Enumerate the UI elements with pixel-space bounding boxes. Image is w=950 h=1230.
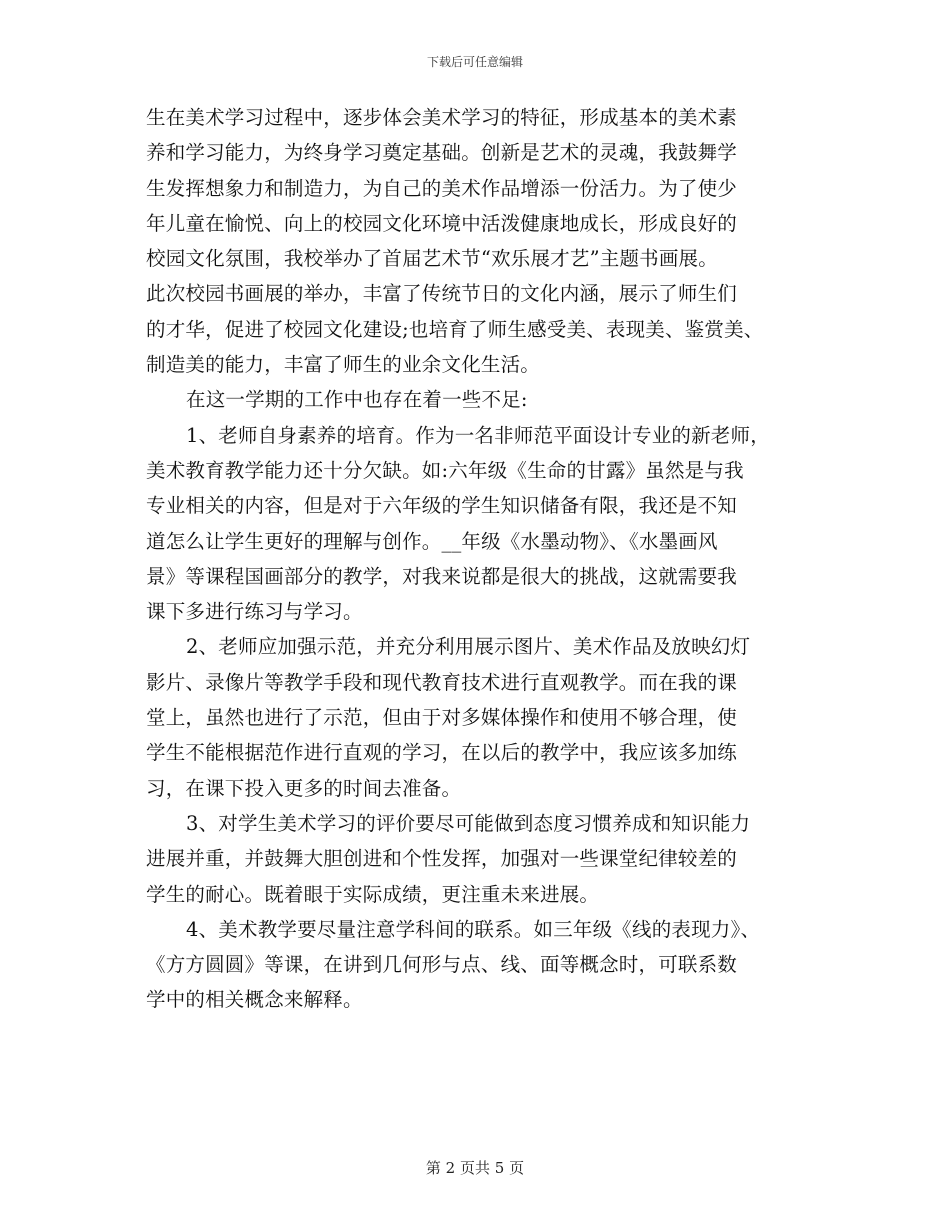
paragraph-start-line: 4、美术教学要尽量注意学科间的联系。如三年级《线的表现力》、	[186, 917, 761, 941]
body-line: 堂上，虽然也进行了示范，但由于对多媒体操作和使用不够合理，使	[146, 706, 738, 730]
body-line: 生发挥想象力和制造力，为自己的美术作品增添一份活力。为了使少	[146, 176, 738, 200]
body-line: 影片、录像片等教学手段和现代教育技术进行直观教学。而在我的课	[146, 670, 738, 694]
paragraph-start-line: 3、对学生美术学习的评价要尽可能做到态度习惯养成和知识能力	[186, 811, 751, 835]
body-line: 道怎么让学生更好的理解与创作。__年级《水墨动物》、《水墨画风	[146, 529, 718, 553]
body-line: 此次校园书画展的举办，丰富了传统节日的文化内涵，展示了师生们	[146, 282, 738, 306]
body-line: 学生的耐心。既着眼于实际成绩，更注重未来进展。	[146, 882, 600, 906]
paragraph-start-line: 在这一学期的工作中也存在着一些不足:	[186, 388, 528, 412]
body-line: 制造美的能力，丰富了师生的业余文化生活。	[146, 353, 541, 377]
body-line: 学生不能根据范作进行直观的学习，在以后的教学中，我应该多加练	[146, 741, 738, 765]
body-line: 专业相关的内容，但是对于六年级的学生知识储备有限，我还是不知	[146, 494, 738, 518]
paragraph-start-line: 2、老师应加强示范，并充分利用展示图片、美术作品及放映幻灯	[186, 635, 751, 659]
body-line: 校园文化氛围，我校举办了首届艺术节“欢乐展才艺”主题书画展。	[146, 247, 718, 271]
body-line: 学中的相关概念来解释。	[146, 988, 363, 1012]
body-line: 景》等课程国画部分的教学，对我来说都是很大的挑战，这就需要我	[146, 564, 738, 588]
body-line: 年儿童在愉悦、向上的校园文化环境中活泼健康地成长，形成良好的	[146, 211, 738, 235]
body-line: 《方方圆圆》等课，在讲到几何形与点、线、面等概念时，可联系数	[146, 953, 738, 977]
body-line: 课下多进行练习与学习。	[146, 600, 363, 624]
body-line: 的才华，促进了校园文化建设;也培育了师生感受美、表现美、鉴赏美、	[146, 317, 764, 341]
body-line: 养和学习能力，为终身学习奠定基础。创新是艺术的灵魂，我鼓舞学	[146, 141, 738, 165]
page-number: 第 2 页共 5 页	[425, 1159, 525, 1177]
body-line: 生在美术学习过程中，逐步体会美术学习的特征，形成基本的美术素	[146, 106, 738, 129]
page-header: 下载后可任意编辑	[426, 55, 523, 69]
body-line: 习，在课下投入更多的时间去准备。	[146, 776, 462, 800]
body-line: 美术教育教学能力还十分欠缺。如:六年级《生命的甘露》虽然是与我	[146, 458, 744, 482]
body-line: 进展并重，并鼓舞大胆创进和个性发挥，加强对一些课堂纪律较差的	[146, 847, 738, 871]
document-body	[146, 100, 836, 1018]
paragraph-start-line: 1、老师自身素养的培育。作为一名非师范平面设计专业的新老师，	[186, 423, 770, 447]
